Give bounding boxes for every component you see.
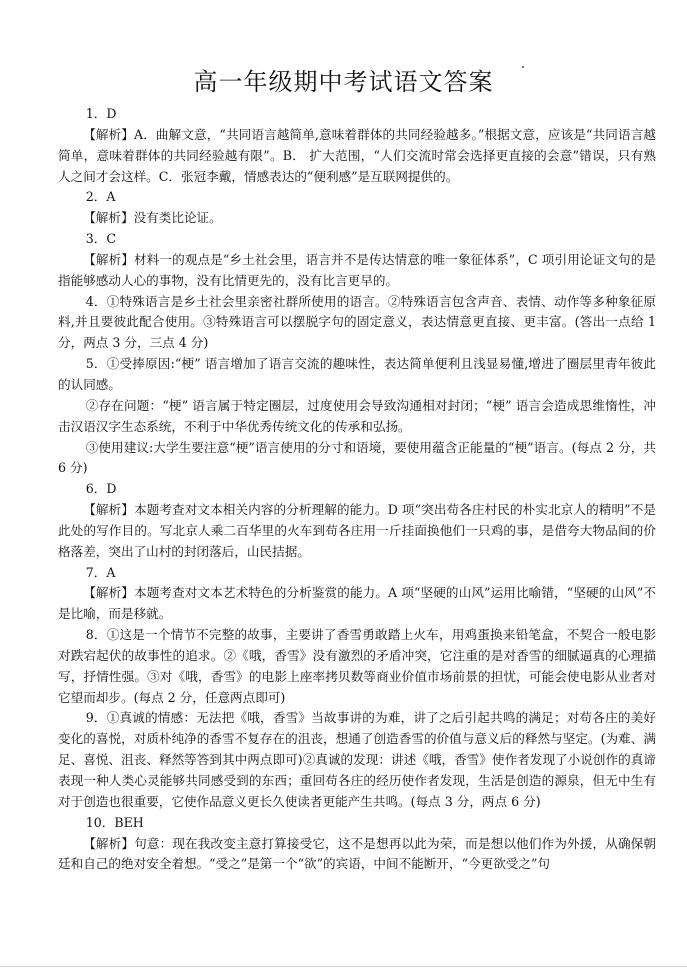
answer-7: 7．A	[85, 564, 116, 580]
answer-5-point-1: 5．①受捧原因:“梗” 语言增加了语言交流的趣味性，表达简单便利且浅显易懂,增进了圈层里青年彼此的认同感。	[58, 356, 656, 392]
analysis-3: 【解析】材料一的观点是“乡土社会里，语言并不是传达情意的唯一象征体系”，C 项引用论证文句的是指能够感动人心的事物，没有比情更先的，没有比言更早的。	[58, 251, 656, 288]
analysis-6: 【解析】本题考查对文本相关内容的分析理解的能力。D 项“突出苟各庄村民的朴实北京人的精明”不是此处的写作目的。写北京人乘二百华里的火车到苟各庄用一斤挂面换他们一只鸡的事，是借夸大物品间的价格落差，突出了山村的封闭落后，山民拮据。	[58, 502, 656, 559]
answer-5-point-2: ②存在问题：“梗” 语言属于特定圈层，过度使用会导致沟通相对封闭；“梗” 语言会造成思维惰性，冲击汉语汉字生态系统，不利于中华优秀传统文化的传承和弘扬。	[58, 397, 656, 434]
answer-2: 2．A	[85, 189, 116, 205]
answer-6: 6．D	[85, 481, 117, 497]
analysis-7: 【解析】本题考查对文本艺术特色的分析鉴赏的能力。A 项“坚硬的山风”运用比喻错，“坚硬的山风”不是比喻，而是移就。	[58, 585, 656, 622]
page-title: 高一年级期中考试语文答案	[193, 68, 494, 96]
answer-9: 9．①真诚的情感：无法把《哦，香雪》当故事讲的为难，讲了之后引起共鸣的满足；对苟各庄的美好变化的喜悦，对质朴纯净的香雪不复存在的沮丧，想通了创造香雪的价值与意义后的释然与坚定。(为难、满足、喜悦、沮丧、释然等答到其中两点即可)②真诚的发现：讲述《哦，香雪》使作者发现了小说创作的真谛表现一种人类心灵能够共同感受到的东西；重回苟各庄的经历使作者发现，生活是创造的源泉，但无中生有对于创造也很重要，它使作品意义更长久使读者更能产生共鸣。(每点 3 分，两点 6 分)	[58, 710, 656, 809]
answer-8: 8．①这是一个情节不完整的故事，主要讲了香雪勇敢踏上火车，用鸡蛋换来铅笔盒，不契合一般电影对跌宕起伏的故事性的追求。②《哦，香雪》没有激烈的矛盾冲突，它注重的是对香雪的细腻逼真的心理描写，抒情性强。③对《哦，香雪》的电影上座率拷贝数等商业价值市场前景的担忧，可能会使电影从业者对它望而却步。(每点 2 分，任意两点即可)	[58, 627, 656, 705]
analysis-1: 【解析】A．曲解文意，“共同语言越简单,意味着群体的共同经验越多。”根据文意，应该是“共同语言越简单，意味着群体的共同经验越有限”。B． 扩大范围，“人们交流时常会选择更直接的会意”错误，只有熟人之间才会这样。C．张冠李戴，情感表达的“便利感”是互联网提供的。	[58, 126, 656, 184]
bottom-divider	[0, 966, 687, 967]
answer-3: 3．C	[85, 231, 116, 247]
answer-body	[58, 104, 656, 875]
answer-10: 10．BEH	[85, 814, 144, 830]
analysis-10: 【解析】句意：现在我改变主意打算接受它，这不是想再以此为荣，而是想以他们作为外援，从确保朝廷和自己的绝对安全着想。“受之”是第一个“欲”的宾语，中间不能断开，“今更欲受之”句	[58, 835, 656, 872]
answer-5-point-3: ③使用建议:大学生要注意“梗”语言使用的分寸和语境，要使用蕴含正能量的“梗”语言。(每点 2 分，共 6 分)	[58, 439, 656, 476]
analysis-2: 【解析】没有类比论证。	[83, 210, 222, 226]
answer-4: 4．①特殊语言是乡土社会里亲密社群所使用的语言。②特殊语言包含声音、表情、动作等多种象征原料,并且要彼此配合使用。③特殊语言可以摆脱字句的固定意义，表达情意更直接、更丰富。(答出一点给 1 分，两点 3 分，三点 4 分)	[58, 293, 656, 351]
answer-1: 1．D	[85, 106, 117, 121]
scan-speck	[522, 66, 524, 68]
